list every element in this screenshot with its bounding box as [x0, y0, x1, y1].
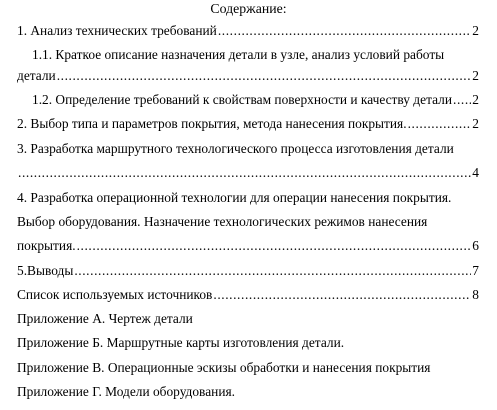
- toc-entry-1: [17, 21, 479, 41]
- toc-entry-text: 2. Выбор типа и параметров покрытия, метода нанесения покрытия.: [17, 116, 407, 131]
- toc-entry-3-line-2: [17, 163, 479, 183]
- dot-leader: [77, 236, 472, 256]
- toc-entry-text: 1.2. Определение требований к свойствам поверхности и качеству детали: [32, 92, 452, 107]
- dot-leader: [18, 163, 471, 183]
- toc-entry-2: [17, 114, 479, 134]
- toc-entry-sources: [17, 285, 479, 305]
- toc-appendix-a: Приложение А. Чертеж детали: [17, 311, 193, 326]
- dot-leader: [453, 90, 471, 110]
- toc-entry-1-1-line-2: [17, 66, 479, 86]
- dot-leader: [74, 261, 471, 281]
- toc-entry-page: 6: [472, 238, 479, 253]
- toc-entry-5: [17, 261, 479, 281]
- dot-leader: [57, 66, 472, 86]
- toc-entry-text: покрытия.: [17, 238, 76, 253]
- dot-leader: [218, 21, 471, 41]
- toc-entry-1-2: [32, 90, 479, 110]
- toc-entry-1-1-line-1: 1.1. Краткое описание назначения детали в узле, анализ условий работы: [32, 47, 445, 62]
- toc-entry-4-line-1: 4. Разработка операционной технологии для операции нанесения покрытия.: [17, 190, 452, 205]
- toc-appendix-v: Приложение В. Операционные эскизы обработки и нанесения покрытия: [17, 360, 431, 375]
- toc-entry-page: 2: [472, 116, 479, 131]
- toc-entry-page: 2: [472, 92, 479, 107]
- toc-entry-text: детали: [17, 68, 56, 83]
- toc-entry-page: 2: [472, 68, 479, 83]
- toc-entry-page: 8: [472, 287, 479, 302]
- toc-entry-4-line-2: Выбор оборудования. Назначение технологических режимов нанесения: [17, 214, 428, 229]
- toc-entry-3-line-1: 3. Разработка маршрутного технологического процесса изготовления детали: [17, 141, 454, 156]
- toc-title: Содержание:: [210, 1, 287, 16]
- toc-appendix-g: Приложение Г. Модели оборудования.: [17, 384, 235, 399]
- toc-entry-text: 1. Анализ технических требований: [17, 23, 217, 38]
- toc-entry-page: 2: [472, 23, 479, 38]
- dot-leader: [408, 114, 472, 134]
- toc-appendix-b: Приложение Б. Маршрутные карты изготовления детали.: [17, 335, 345, 350]
- dot-leader: [213, 285, 471, 305]
- toc-entry-text: Список используемых источников: [17, 287, 213, 302]
- toc-entry-4-line-3: [17, 236, 479, 256]
- toc-entry-page: 7: [472, 263, 479, 278]
- toc-entry-page: 4: [472, 165, 479, 180]
- toc-entry-text: 5.Выводы: [17, 263, 74, 278]
